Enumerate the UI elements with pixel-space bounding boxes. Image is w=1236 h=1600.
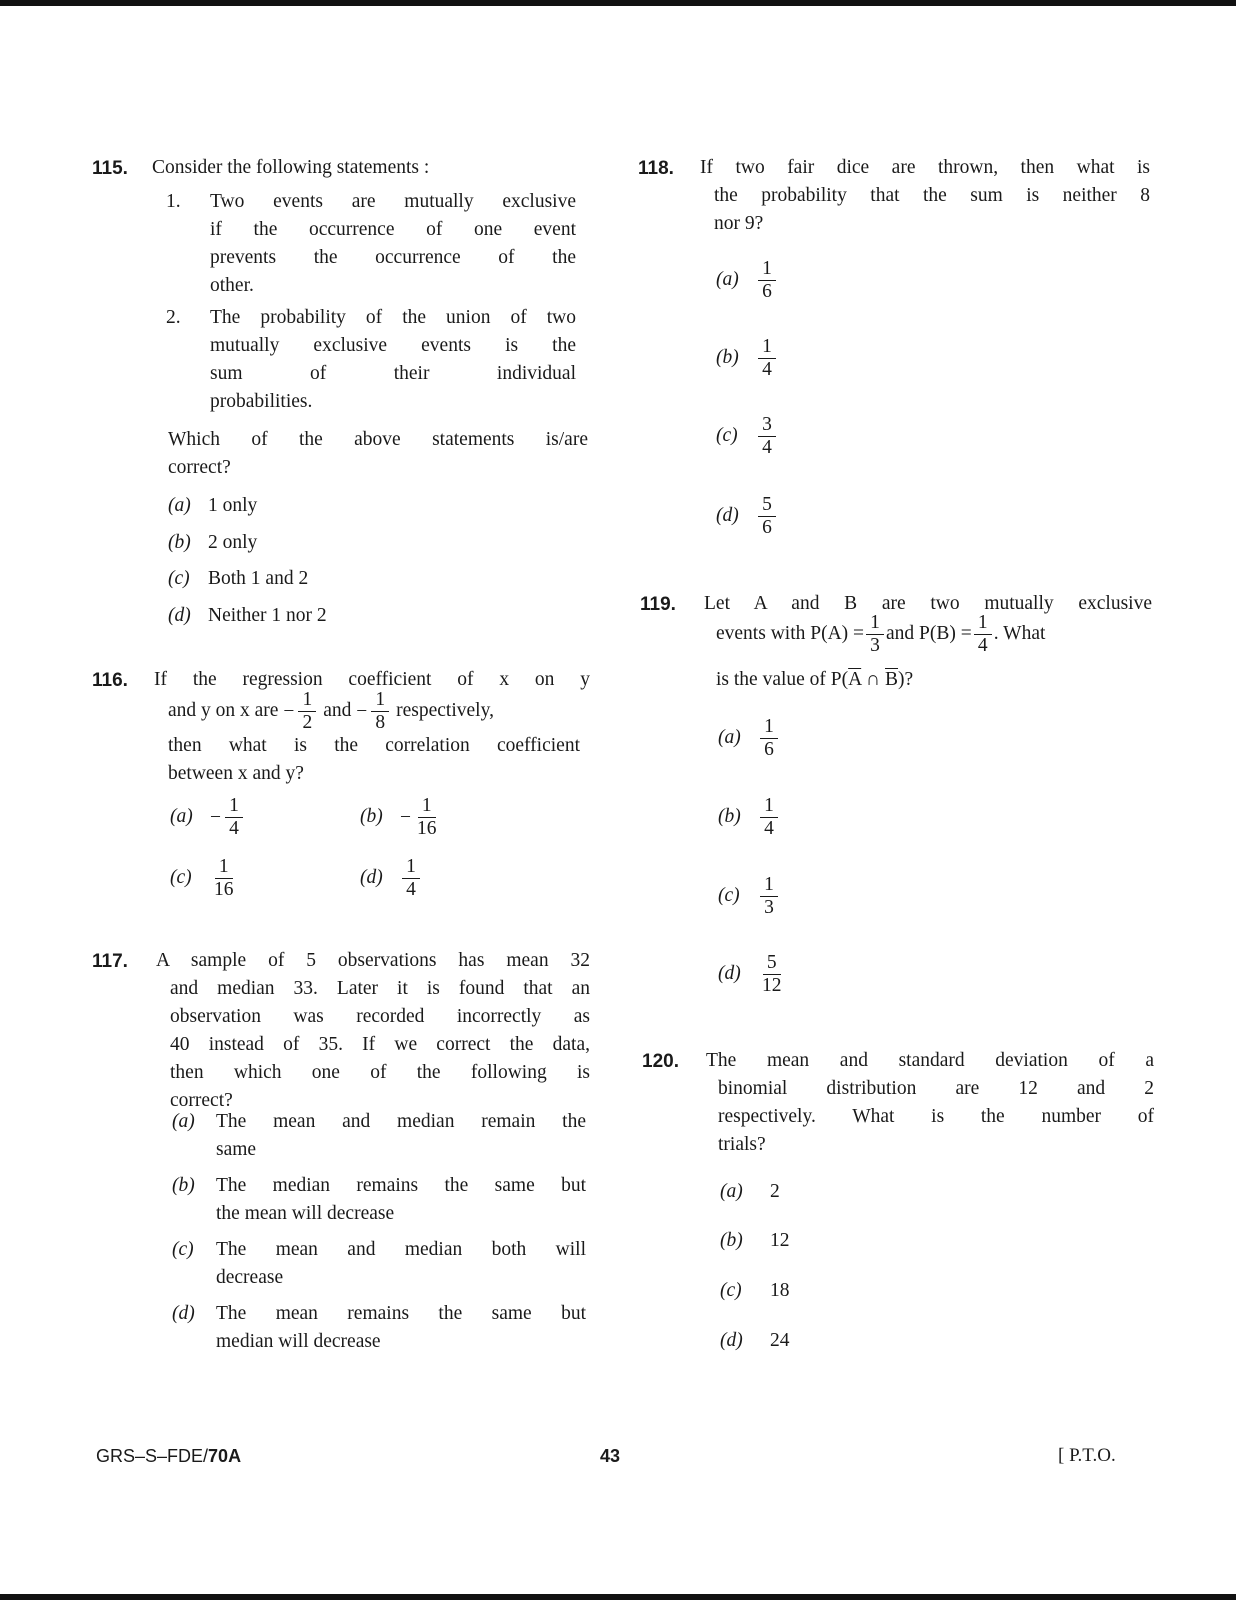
option-label: (b) <box>172 1175 195 1196</box>
option-d[interactable] <box>716 494 778 539</box>
statement-line: probabilities. <box>210 391 313 412</box>
minus-sign: − <box>400 806 411 828</box>
option-a[interactable] <box>716 258 778 303</box>
please-turn-over: [ P.T.O. <box>1058 1445 1116 1466</box>
option-a[interactable] <box>718 716 780 761</box>
option-d[interactable] <box>168 602 327 630</box>
ask-line: Which of the above statements is/are <box>168 429 588 450</box>
fraction <box>758 258 776 303</box>
option-label: (a) <box>720 1181 743 1202</box>
option-label: (b) <box>716 346 739 368</box>
stem-text: events with P(A) = <box>716 622 865 644</box>
option-label: (c) <box>172 1239 194 1260</box>
option-text: 2 only <box>208 532 258 553</box>
option-label: (a) <box>172 1111 195 1132</box>
option-c[interactable] <box>170 856 238 901</box>
option-label: (a) <box>718 726 741 748</box>
denominator: 12 <box>762 975 782 996</box>
question-number: 120. <box>642 1051 679 1072</box>
denominator: 4 <box>762 437 772 458</box>
denominator: 16 <box>417 818 437 839</box>
option-text <box>216 1236 586 1292</box>
stem-text: and <box>168 699 197 721</box>
statement-text <box>210 188 576 300</box>
option-label: (a) <box>168 495 191 516</box>
option-line: decrease <box>216 1267 284 1288</box>
option-text: 24 <box>770 1330 790 1351</box>
denominator: 4 <box>977 635 988 656</box>
statement-number: 1. <box>166 191 181 212</box>
statement-text <box>210 304 576 416</box>
option-label: (c) <box>718 884 740 906</box>
question-line-with-fractions <box>716 612 1156 657</box>
stem-text: is the value of P( <box>716 669 849 690</box>
scan-edge-top <box>0 0 1236 6</box>
option-b[interactable] <box>168 529 257 557</box>
statement-line: prevents the occurrence of the <box>210 247 576 268</box>
option-b[interactable] <box>720 1227 790 1255</box>
stem-line: observation was recorded incorrectly as <box>170 1006 590 1027</box>
stem-line: 40 instead of 35. If we correct the data, <box>170 1034 590 1055</box>
stem-line: the probability that the sum is neither 8 <box>714 185 1150 206</box>
numerator: 1 <box>371 689 389 712</box>
option-text <box>216 1172 586 1228</box>
option-b[interactable] <box>172 1172 592 1228</box>
stem-line: If the regression coefficient of x on y <box>154 669 590 690</box>
fraction <box>758 494 776 539</box>
statement-number: 2. <box>166 307 181 328</box>
option-b[interactable] <box>716 336 778 381</box>
question-number: 119. <box>640 594 676 615</box>
stem-line: binomial distribution are 12 and 2 <box>718 1078 1154 1099</box>
numerator: 1 <box>760 874 778 897</box>
option-label: (c) <box>168 568 190 589</box>
option-text: 18 <box>770 1280 790 1301</box>
numerator: 1 <box>758 258 776 281</box>
numerator: 3 <box>758 414 776 437</box>
denominator: 4 <box>764 818 774 839</box>
numerator: 1 <box>225 795 243 818</box>
fraction <box>760 874 778 919</box>
statement-1 <box>166 188 586 303</box>
option-d[interactable] <box>720 1327 790 1355</box>
option-label: (b) <box>718 805 741 827</box>
option-line: The median remains the same but <box>216 1175 586 1196</box>
question-number: 115. <box>92 158 128 179</box>
option-c[interactable] <box>168 565 308 593</box>
numerator: 1 <box>760 795 778 818</box>
question-line <box>716 666 1156 694</box>
option-c[interactable] <box>720 1277 790 1305</box>
option-line: The mean and median both will <box>216 1239 586 1260</box>
numerator: 5 <box>758 494 776 517</box>
numerator: 1 <box>758 336 776 359</box>
option-label: (a) <box>716 268 739 290</box>
fraction <box>371 689 389 734</box>
option-label: (a) <box>170 805 193 827</box>
stem-line: then what is the correlation coefficient <box>168 735 580 756</box>
stem-text: . What <box>993 622 1046 644</box>
fraction <box>974 612 992 657</box>
fraction <box>866 612 884 657</box>
denominator: 2 <box>302 712 313 733</box>
denominator: 4 <box>229 818 239 839</box>
stem-line: between x and y? <box>168 763 304 784</box>
stem-line: Let A and B are two mutually exclusive <box>704 593 1152 614</box>
stem-line: respectively. What is the number of <box>718 1106 1154 1127</box>
fraction <box>212 856 236 901</box>
statement-line: other. <box>210 275 254 296</box>
denominator: 6 <box>764 739 774 760</box>
option-text: Neither 1 nor 2 <box>208 605 327 626</box>
statement-line: Two events are mutually exclusive <box>210 191 576 212</box>
option-a[interactable] <box>172 1108 592 1164</box>
complement-a: $\overline{A}$ <box>848 669 862 690</box>
option-label: (d) <box>168 605 191 626</box>
option-label: (b) <box>360 805 383 827</box>
intersection-symbol: ∩ <box>861 669 885 690</box>
option-text: Both 1 and 2 <box>208 568 309 589</box>
stem-line: then which one of the following is <box>170 1062 590 1083</box>
stem-line: nor 9? <box>714 213 764 234</box>
question-line-with-fractions <box>168 689 592 734</box>
scan-edge-bottom <box>0 1594 1236 1600</box>
fraction <box>758 414 776 459</box>
option-a[interactable] <box>170 795 245 840</box>
numerator: 1 <box>298 689 316 712</box>
option-label: (c) <box>720 1280 742 1301</box>
fraction <box>402 856 420 901</box>
numerator: 1 <box>974 612 992 635</box>
question-line <box>168 732 580 788</box>
question-stem-cont <box>714 182 1150 238</box>
question-stem-cont <box>718 1075 1154 1159</box>
statement-line: sum of their individual <box>210 363 576 384</box>
fraction <box>298 689 316 734</box>
stem-text: and <box>323 699 352 721</box>
stem-line: trials? <box>718 1134 766 1155</box>
option-label: (d) <box>716 504 739 526</box>
question-number: 116. <box>92 670 128 691</box>
option-c[interactable] <box>718 874 780 919</box>
denominator: 6 <box>762 281 772 302</box>
option-label: (d) <box>718 962 741 984</box>
stem-line: correct? <box>170 1090 233 1111</box>
question-stem <box>156 947 590 975</box>
question-number: 118. <box>638 158 674 179</box>
option-d[interactable] <box>172 1300 592 1356</box>
stem-text: and P(B) = <box>886 622 972 644</box>
option-c[interactable] <box>172 1236 592 1292</box>
stem-text: respectively, <box>396 699 494 721</box>
minus-sign: − <box>283 700 295 722</box>
option-label: (d) <box>360 866 383 888</box>
stem-text: y on x are <box>201 699 279 721</box>
denominator: 3 <box>870 635 880 656</box>
question-ask <box>168 426 588 482</box>
option-a[interactable] <box>168 492 257 520</box>
option-label: (c) <box>716 424 738 446</box>
fraction <box>415 795 439 840</box>
option-label: (b) <box>720 1230 743 1251</box>
stem-line: A sample of 5 observations has mean 32 <box>156 950 590 971</box>
option-d[interactable] <box>718 952 786 997</box>
option-line: same <box>216 1139 257 1160</box>
denominator: 8 <box>375 712 386 733</box>
option-d[interactable] <box>360 856 422 901</box>
numerator: 1 <box>760 716 778 739</box>
booklet-code-prefix: GRS–S–FDE/ <box>96 1446 209 1466</box>
fraction <box>760 952 784 997</box>
option-line: median will decrease <box>216 1331 381 1352</box>
option-a[interactable] <box>720 1178 780 1206</box>
question-stem: Consider the following statements : <box>152 157 430 178</box>
option-text <box>216 1300 586 1356</box>
denominator: 16 <box>214 879 234 900</box>
complement-b: $\overline{B}$ <box>885 669 899 690</box>
question-stem-cont <box>170 975 590 1115</box>
numerator: 1 <box>215 856 233 879</box>
stem-line: and median 33. Later it is found that an <box>170 978 590 999</box>
statement-line: The probability of the union of two <box>210 307 576 328</box>
stem-line: If two fair dice are thrown, then what is <box>700 157 1150 178</box>
fraction <box>758 336 776 381</box>
stem-text: )? <box>898 669 914 690</box>
fraction <box>760 795 778 840</box>
denominator: 4 <box>762 359 772 380</box>
fraction <box>760 716 778 761</box>
option-label: (d) <box>172 1303 195 1324</box>
option-b[interactable] <box>360 795 441 840</box>
statement-line: mutually exclusive events is the <box>210 335 576 356</box>
fraction <box>225 795 243 840</box>
numerator: 1 <box>866 612 884 635</box>
option-line: the mean will decrease <box>216 1203 395 1224</box>
numerator: 5 <box>763 952 781 975</box>
option-text: 2 <box>770 1181 780 1202</box>
option-b[interactable] <box>718 795 780 840</box>
numerator: 1 <box>402 856 420 879</box>
option-line: The mean remains the same but <box>216 1303 586 1324</box>
question-number: 117. <box>92 951 128 972</box>
numerator: 1 <box>418 795 436 818</box>
question-stem <box>700 154 1150 182</box>
stem-line: The mean and standard deviation of a <box>706 1050 1154 1071</box>
statement-2 <box>166 304 586 419</box>
denominator: 6 <box>762 517 772 538</box>
option-line: The mean and median remain the <box>216 1111 586 1132</box>
option-label: (c) <box>170 866 192 888</box>
ask-line: correct? <box>168 457 231 478</box>
booklet-code <box>96 1442 241 1470</box>
denominator: 4 <box>406 879 416 900</box>
minus-sign: − <box>210 806 221 828</box>
option-label: (d) <box>720 1330 743 1351</box>
option-text <box>216 1108 586 1164</box>
option-label: (b) <box>168 532 191 553</box>
page-number: 43 <box>600 1446 621 1466</box>
booklet-code-series: 70A <box>208 1446 242 1466</box>
question-stem <box>706 1047 1154 1075</box>
denominator: 3 <box>764 897 774 918</box>
option-text: 12 <box>770 1230 790 1251</box>
minus-sign: − <box>356 700 368 722</box>
option-c[interactable] <box>716 414 778 459</box>
statement-line: if the occurrence of one event <box>210 219 576 240</box>
option-text: 1 only <box>208 495 258 516</box>
